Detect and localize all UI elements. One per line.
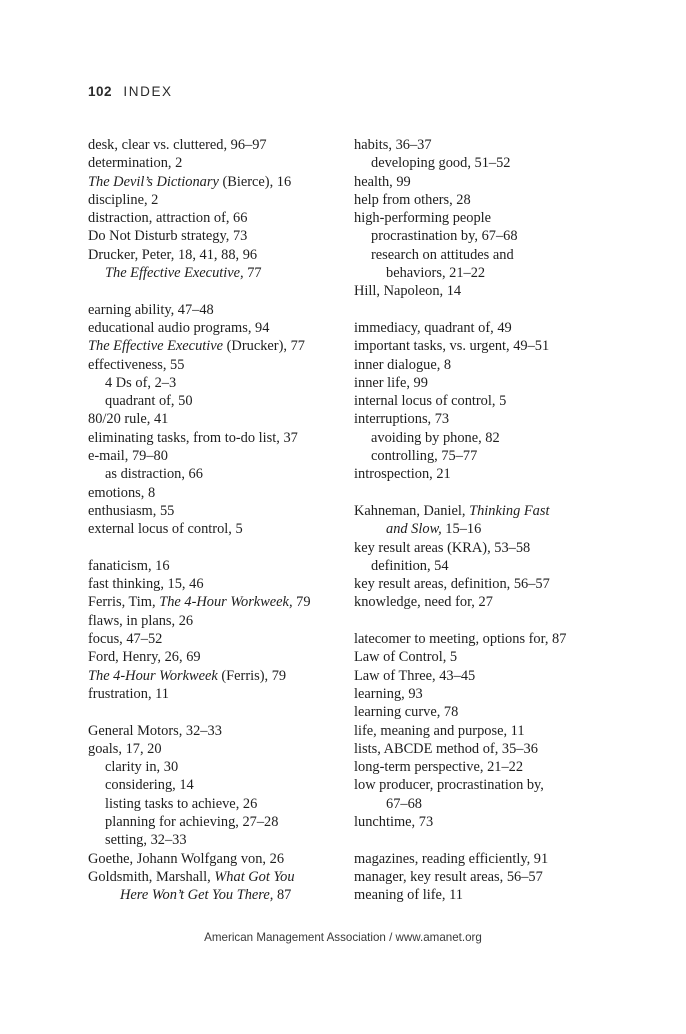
index-subentry — [354, 264, 609, 282]
index-entry — [88, 209, 343, 227]
letter-group-gap — [88, 703, 343, 721]
entry-text: habits, 36–37 — [354, 137, 432, 153]
letter-group-gap — [354, 612, 609, 630]
entry-text: definition, 54 — [371, 557, 449, 574]
entry-text: behaviors, 21–22 — [386, 265, 486, 282]
index-entry — [88, 246, 343, 264]
index-entry — [88, 575, 343, 593]
letter-group-gap — [354, 831, 609, 849]
entry-text: procrastination by, 67–68 — [371, 228, 518, 245]
entry-text: manager, key result areas, 56–57 — [354, 868, 543, 885]
entry-text: Ford, Henry, 26, 69 — [88, 649, 201, 666]
index-entry — [354, 703, 609, 721]
index-entry — [88, 648, 343, 666]
index-subentry — [88, 374, 343, 392]
index-entry — [354, 740, 609, 758]
index-entry — [354, 648, 609, 666]
index-entry-continuation — [88, 886, 343, 904]
entry-text: life, meaning and purpose, 11 — [354, 722, 525, 739]
index-entry — [354, 191, 609, 209]
index-entry — [88, 520, 343, 538]
index-subentry — [354, 154, 609, 172]
entry-text: focus, 47–52 — [88, 631, 163, 648]
italic-title: The 4-Hour Workweek, — [159, 594, 293, 611]
entry-text: fanaticism, 16 — [88, 557, 170, 574]
index-entry-continuation — [354, 520, 609, 538]
index-entry — [354, 319, 609, 337]
entry-text: determination, 2 — [88, 155, 183, 172]
entry-text: knowledge, need for, 27 — [354, 594, 493, 611]
entry-text: internal locus of control, 5 — [354, 393, 507, 410]
entry-text: Ferris, Tim, — [88, 594, 160, 611]
index-entry — [354, 575, 609, 593]
index-entry — [88, 154, 343, 172]
letter-group-gap — [88, 539, 343, 557]
entry-text: eliminating tasks, from to-do list, 37 — [88, 429, 298, 446]
index-subentry — [88, 831, 343, 849]
entry-text: developing good, 51–52 — [371, 155, 511, 172]
italic-title: The Devil’s Dictionary — [88, 173, 219, 190]
entry-text: important tasks, vs. urgent, 49–51 — [354, 338, 550, 355]
index-entry — [88, 301, 343, 319]
entry-text: 80/20 rule, 41 — [88, 411, 169, 428]
index-entry — [354, 886, 609, 904]
entry-text: considering, 14 — [105, 777, 194, 794]
entry-text: enthusiasm, 55 — [88, 502, 175, 519]
index-entry — [88, 136, 343, 154]
entry-text: Kahneman, Daniel, — [354, 502, 470, 519]
index-entry — [88, 557, 343, 575]
index-subentry — [88, 264, 343, 282]
entry-text: (Drucker), 77 — [223, 338, 305, 355]
italic-title: The Effective Executive, — [105, 265, 244, 282]
entry-text: fast thinking, 15, 46 — [88, 576, 204, 593]
entry-text: help from others, 28 — [354, 191, 471, 208]
entry-text: research on attitudes and — [371, 246, 514, 263]
index-entry — [354, 374, 609, 392]
index-entry — [354, 337, 609, 355]
entry-text: 87 — [273, 887, 292, 904]
entry-text: controlling, 75–77 — [371, 448, 478, 465]
entry-text: 67–68 — [386, 795, 422, 812]
index-entry — [354, 722, 609, 740]
index-entry — [88, 667, 343, 685]
index-entry — [88, 502, 343, 520]
index-entry — [354, 209, 609, 227]
index-subentry — [354, 246, 609, 264]
italic-title: The 4-Hour Workweek — [88, 667, 218, 684]
index-subentry — [354, 429, 609, 447]
entry-text: 4 Ds of, 2–3 — [105, 374, 177, 391]
index-entry — [354, 593, 609, 611]
index-entry — [88, 410, 343, 428]
entry-text: clarity in, 30 — [105, 759, 179, 776]
entry-text: discipline, 2 — [88, 191, 159, 208]
index-entry — [88, 484, 343, 502]
entry-text: setting, 32–33 — [105, 832, 187, 849]
italic-title: The Effective Executive — [88, 338, 224, 355]
entry-text: health, 99 — [354, 173, 411, 190]
entry-text: key result areas, definition, 56–57 — [354, 576, 550, 593]
index-entry — [354, 868, 609, 886]
index-entry — [88, 356, 343, 374]
index-entry — [354, 410, 609, 428]
entry-text: Hill, Napoleon, 14 — [354, 283, 462, 300]
entry-text: (Bierce), 16 — [218, 173, 292, 190]
index-column-left — [88, 136, 343, 904]
index-subentry — [88, 795, 343, 813]
entry-text: General Motors, 32–33 — [88, 722, 222, 739]
entry-text: interruptions, 73 — [354, 411, 450, 428]
entry-text: long-term perspective, 21–22 — [354, 759, 524, 776]
index-entry — [354, 392, 609, 410]
index-entry — [88, 429, 343, 447]
entry-text: distraction, attraction of, 66 — [88, 210, 248, 227]
page-footer: American Management Association / www.amanet.org — [204, 931, 482, 944]
entry-text: flaws, in plans, 26 — [88, 612, 194, 629]
letter-group-gap — [354, 301, 609, 319]
entry-text: e-mail, 79–80 — [88, 448, 168, 465]
entry-text: 79 — [292, 594, 311, 611]
italic-title: and Slow, — [386, 521, 442, 538]
index-entry — [354, 850, 609, 868]
index-subentry — [354, 557, 609, 575]
entry-text: educational audio programs, 94 — [88, 319, 270, 336]
index-entry — [354, 813, 609, 831]
entry-text: magazines, reading efficiently, 91 — [354, 850, 549, 867]
index-entry — [354, 282, 609, 300]
italic-title: Here Won’t Get You There, — [120, 887, 274, 904]
entry-text: latecomer to meeting, options for, 87 — [354, 631, 567, 648]
entry-text: emotions, 8 — [88, 484, 156, 501]
index-entry — [88, 191, 343, 209]
index-subentry — [88, 392, 343, 410]
entry-text: Do Not Disturb strategy, 73 — [88, 228, 248, 245]
entry-text: effectiveness, 55 — [88, 356, 185, 373]
index-entry — [88, 173, 343, 191]
entry-text: (Ferris), 79 — [217, 667, 287, 684]
entry-text: Law of Three, 43–45 — [354, 667, 476, 684]
index-entry — [354, 136, 609, 154]
index-subentry — [88, 465, 343, 483]
entry-text: low producer, procrastination by, — [354, 777, 544, 794]
entry-text: listing tasks to achieve, 26 — [105, 795, 258, 812]
entry-text: quadrant of, 50 — [105, 393, 193, 410]
index-subentry — [354, 447, 609, 465]
entry-text: desk, clear vs. cluttered, 96–97 — [88, 137, 267, 153]
index-entry — [354, 776, 609, 794]
entry-text: goals, 17, 20 — [88, 740, 162, 757]
index-entry — [354, 667, 609, 685]
italic-title: What Got You — [214, 868, 295, 885]
letter-group-gap — [354, 484, 609, 502]
index-entry — [88, 447, 343, 465]
index-entry — [354, 502, 609, 520]
entry-text: high-performing people — [354, 210, 492, 227]
entry-text: lunchtime, 73 — [354, 813, 434, 830]
page-number: 102 — [88, 84, 113, 99]
entry-text: lists, ABCDE method of, 35–36 — [354, 740, 538, 757]
entry-text: immediacy, quadrant of, 49 — [354, 319, 512, 336]
entry-text: 15–16 — [441, 521, 482, 538]
entry-text: avoiding by phone, 82 — [371, 429, 500, 446]
entry-text: learning curve, 78 — [354, 704, 459, 721]
entry-text: 77 — [243, 265, 262, 282]
entry-text: as distraction, 66 — [105, 466, 203, 483]
index-entry — [354, 758, 609, 776]
entry-text: Drucker, Peter, 18, 41, 88, 96 — [88, 246, 258, 263]
index-entry — [88, 593, 343, 611]
entry-text: Law of Control, 5 — [354, 649, 458, 666]
index-entry — [88, 722, 343, 740]
italic-title: Thinking Fast — [469, 502, 550, 519]
index-entry — [88, 227, 343, 245]
index-entry — [354, 539, 609, 557]
index-entry — [88, 612, 343, 630]
index-subentry — [354, 227, 609, 245]
index-entry — [88, 850, 343, 868]
entry-text: Goethe, Johann Wolfgang von, 26 — [88, 850, 285, 867]
index-entry — [88, 630, 343, 648]
running-header — [88, 84, 173, 99]
index-entry — [354, 685, 609, 703]
index-entry — [88, 337, 343, 355]
index-entry — [354, 356, 609, 374]
index-entry — [88, 740, 343, 758]
entry-text: learning, 93 — [354, 685, 423, 702]
entry-text: introspection, 21 — [354, 466, 451, 483]
index-subentry — [88, 776, 343, 794]
index-entry — [354, 465, 609, 483]
entry-text: meaning of life, 11 — [354, 887, 463, 904]
entry-text: earning ability, 47–48 — [88, 301, 214, 318]
entry-text: planning for achieving, 27–28 — [105, 813, 279, 830]
index-entry — [88, 319, 343, 337]
entry-text: external locus of control, 5 — [88, 521, 243, 538]
index-column-right — [354, 136, 609, 904]
index-subentry — [88, 758, 343, 776]
entry-text: frustration, 11 — [88, 685, 169, 702]
entry-text: key result areas (KRA), 53–58 — [354, 539, 531, 556]
index-entry — [88, 868, 343, 886]
letter-group-gap — [88, 282, 343, 300]
section-title: INDEX — [123, 84, 173, 99]
entry-text: inner dialogue, 8 — [354, 356, 452, 373]
index-entry-continuation — [354, 795, 609, 813]
entry-text: Goldsmith, Marshall, — [88, 868, 215, 885]
index-entry — [88, 685, 343, 703]
index-entry — [354, 630, 609, 648]
index-subentry — [88, 813, 343, 831]
entry-text: inner life, 99 — [354, 374, 428, 391]
index-entry — [354, 173, 609, 191]
